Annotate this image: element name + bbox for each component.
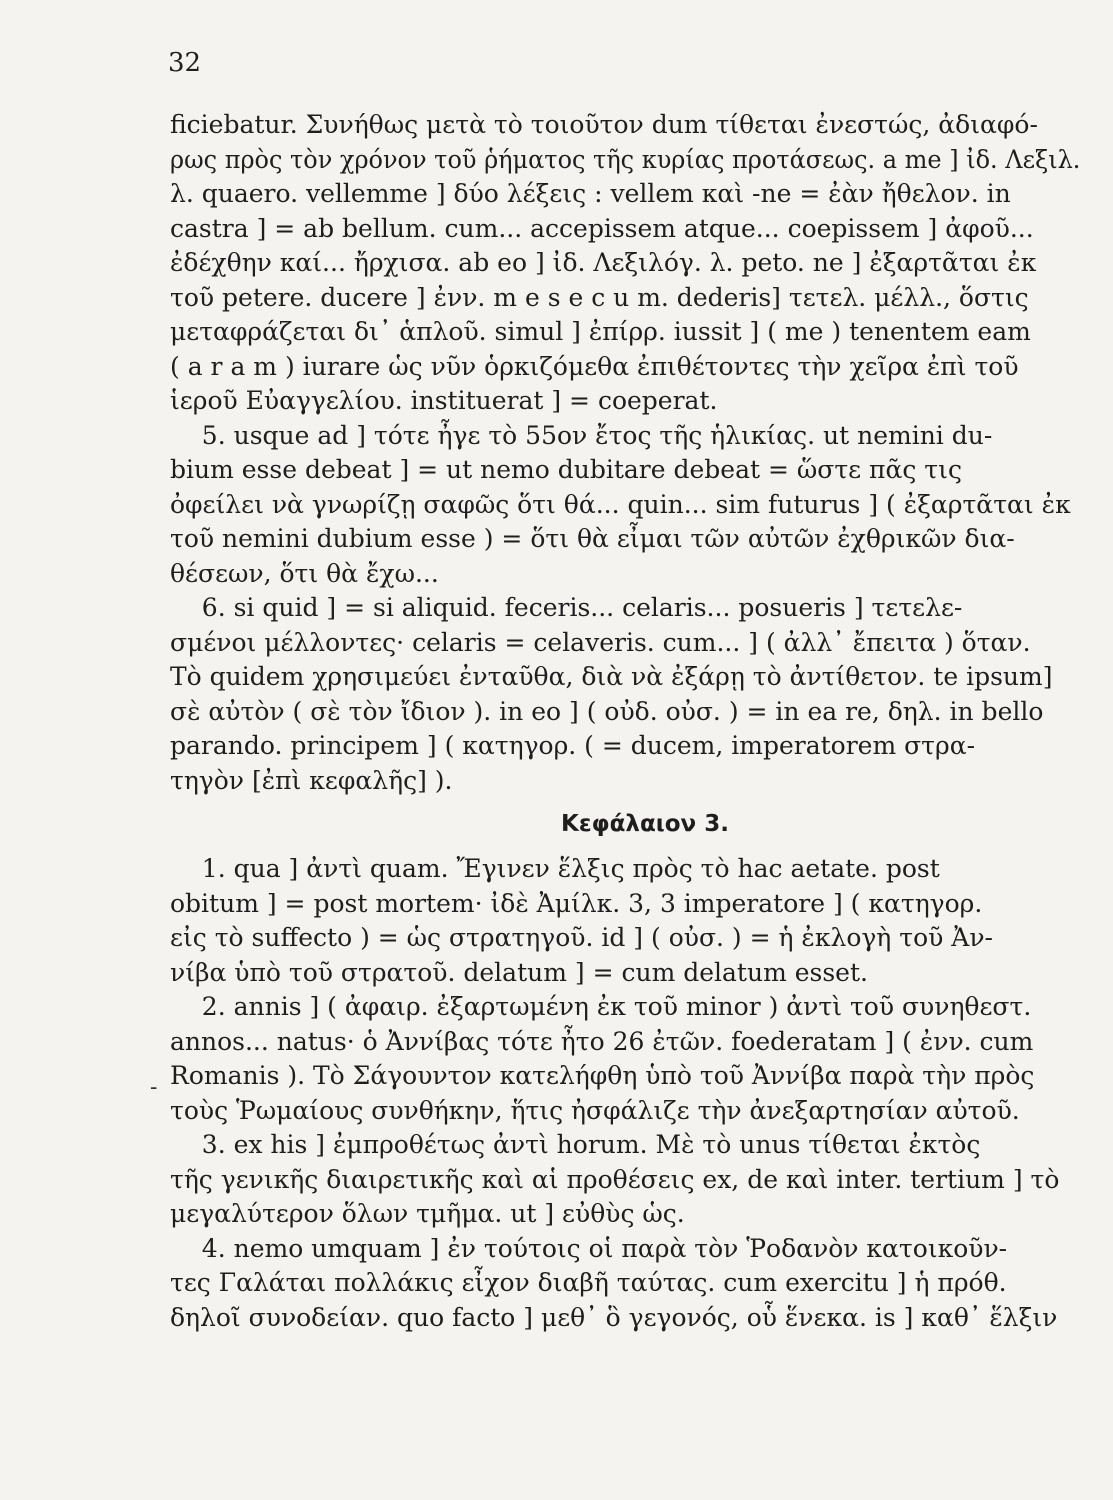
text-line: μεγαλύτερον ὅλων τμῆμα. ut ] εὐθὺς ὡς.	[170, 1199, 685, 1228]
text-line: τοῦ nemini dubium esse ) = ὅτι θὰ εἶμαι τῶν αὐτῶν ἐχθρικῶν δια-	[170, 524, 1015, 553]
text-line: ἐδέχθην καί... ἤρχισα. ab eo ] ἰδ. Λεξιλόγ. λ. peto. ne ] ἐξαρτᾶται ἐκ	[170, 248, 1037, 277]
text-line: 3. ex his ] ἐμπροθέτως ἀντὶ horum. Μὲ τὸ unus τίθεται ἐκτὸς	[170, 1130, 981, 1159]
text-line: σὲ αὐτὸν ( σὲ τὸν ἴδιον ). in eo ] ( οὐδ. οὐσ. ) = in ea re, δηλ. in bello	[170, 696, 1044, 726]
text-line: parando. principem ] ( κατηγορ. ( = ducem, imperatorem στρα-	[170, 731, 976, 760]
text-line: Romanis ). Τὸ Σάγουντον κατελήφθη ὑπὸ τοῦ Ἀννίβα παρὰ τὴν πρὸς	[170, 1061, 1035, 1090]
commentary-text	[170, 108, 1080, 1335]
text-line: δηλοῖ συνοδείαν. quo facto ] μεθ᾽ ὃ γεγονός, οὗ ἕνεκα. is ] καθ᾽ ἕλξιν	[170, 1302, 1058, 1332]
text-line: ὀφείλει νὰ γνωρίζῃ σαφῶς ὅτι θά... quin... sim futurus ] ( ἐξαρτᾶται ἐκ	[170, 489, 1071, 519]
text-line: bium esse debeat ] = ut nemo dubitare debeat = ὥστε πᾶς τις	[170, 455, 962, 484]
text-line: obitum ] = post mortem· ἰδὲ Ἀμίλκ. 3, 3 imperatore ] ( κατηγορ.	[170, 888, 983, 918]
text-line: 4. nemo umquam ] ἐν τούτοις οἱ παρὰ τὸν Ῥοδανὸν κατοικοῦν-	[170, 1233, 1008, 1263]
text-line: ἱεροῦ Εὐαγγελίου. instituerat ] = coeperat.	[170, 386, 718, 415]
text-line: εἰς τὸ suffecto ) = ὡς στρατηγοῦ. id ] ( οὐσ. ) = ἡ ἐκλογὴ τοῦ Ἀν-	[170, 923, 993, 952]
page-number: 32	[168, 48, 202, 78]
chapter-heading: Κεφάλαιον 3.	[561, 811, 729, 837]
text-line: Τὸ quidem χρησιμεύει ἐνταῦθα, διὰ νὰ ἐξάρῃ τὸ ἀντίθετον. te ipsum]	[170, 662, 1053, 691]
margin-mark: -	[150, 1075, 158, 1100]
text-line: τῆς γενικῆς διαιρετικῆς καὶ αἱ προθέσεις ex, de καὶ inter. tertium ] τὸ	[170, 1164, 1060, 1194]
text-line: 6. si quid ] = si aliquid. feceris... celaris... posueris ] τετελε-	[170, 593, 963, 622]
text-line: νίβα ὑπὸ τοῦ στρατοῦ. delatum ] = cum delatum esset.	[170, 957, 868, 987]
text-line: θέσεων, ὅτι θὰ ἔχω...	[170, 558, 439, 588]
text-line: σμένοι μέλλοντες· celaris = celaveris. cum... ] ( ἀλλ᾽ ἔπειτα ) ὅταν.	[170, 627, 1031, 657]
text-line: ficiebatur. Συνήθως μετὰ τὸ τοιοῦτον dum τίθεται ἐνεστώς, ἀδιαφό-	[170, 110, 1038, 139]
text-line: castra ] = ab bellum. cum... accepissem atque... coepissem ] ἀφοῦ...	[170, 213, 1034, 243]
text-line: 5. usque ad ] τότε ἦγε τὸ 55ον ἔτος τῆς ἡλικίας. ut nemini du-	[170, 420, 993, 450]
text-line: annos... natus· ὁ Ἀννίβας τότε ἦτο 26 ἐτῶν. foederatam ] ( ἐνν. cum	[170, 1026, 1034, 1056]
text-line: λ. quaero. vellemme ] δύο λέξεις : vellem καὶ -ne = ἐὰν ἤθελον. in	[170, 179, 1011, 208]
text-line: ρως πρὸς τὸν χρόνον τοῦ ῥήματος τῆς κυρίας προτάσεως. a me ] ἰδ. Λεξιλ.	[170, 144, 1081, 174]
text-line: τηγὸν [ἐπὶ κεφαλῆς] ).	[170, 765, 453, 795]
text-line: τοῦ petere. ducere ] ἐνν. m e s e c u m. dederis] τετελ. μέλλ., ὅστις	[170, 282, 1029, 312]
text-line: 2. annis ] ( ἀφαιρ. ἐξαρτωμένη ἐκ τοῦ minor ) ἀντὶ τοῦ συνηθεστ.	[170, 992, 1032, 1021]
text-line: τες Γαλάται πολλάκις εἶχον διαβῆ ταύτας. cum exercitu ] ἡ πρόθ.	[170, 1268, 1007, 1297]
text-line: 1. qua ] ἀντὶ quam. Ἔγινεν ἕλξις πρὸς τὸ hac aetate. post	[170, 854, 940, 883]
text-line: τοὺς Ῥωμαίους συνθήκην, ἥτις ἠσφάλιζε τὴν ἀνεξαρτησίαν αὐτοῦ.	[170, 1095, 1020, 1125]
text-line: ( a r a m ) iurare ὡς νῦν ὁρκιζόμεθα ἐπιθέτοντες τὴν χεῖρα ἐπὶ τοῦ	[170, 351, 1019, 381]
text-line: μεταφράζεται δι᾽ ἁπλοῦ. simul ] ἐπίρρ. iussit ] ( me ) tenentem eam	[170, 317, 1031, 346]
